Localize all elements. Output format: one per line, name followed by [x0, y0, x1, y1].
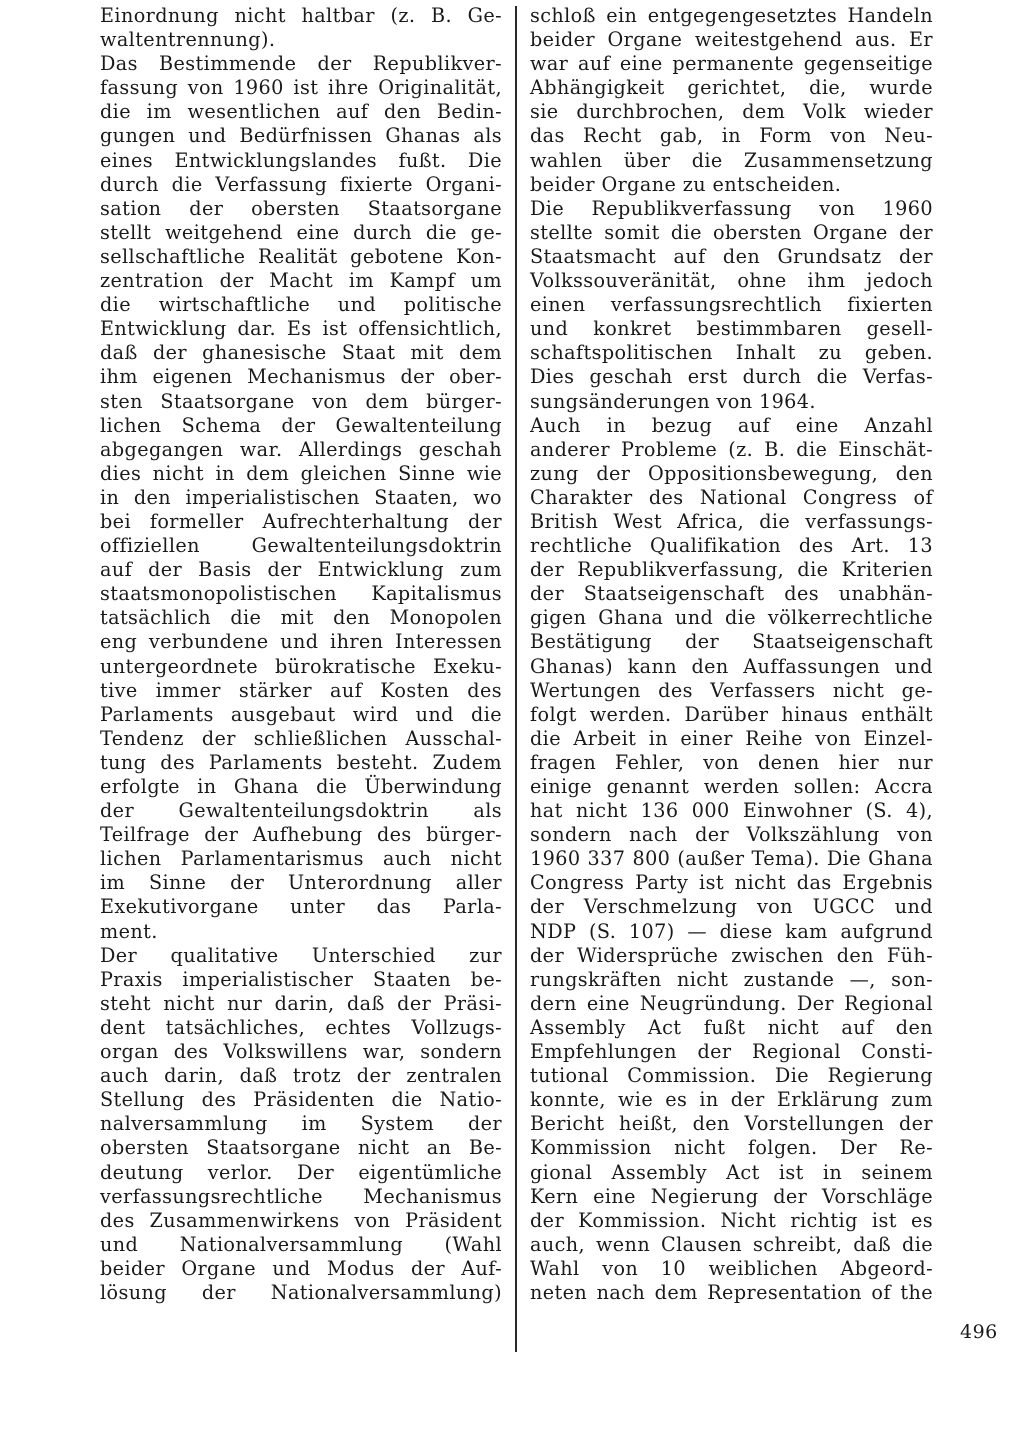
text-line: sungsänderungen von 1964. [530, 389, 816, 413]
text-line: die im wesentlichen auf den Bedin- [100, 100, 502, 124]
text-line: Ghanas) kann den Auffassungen und [530, 654, 933, 678]
text-line: zung der Oppositionsbewegung, den [530, 461, 933, 485]
text-line: im Sinne der Unterordnung aller [100, 871, 502, 895]
text-line: war auf eine permanente gegenseitige [530, 52, 933, 76]
text-line: dent tatsächliches, echtes Vollzugs- [100, 1015, 502, 1039]
text-line: Dies geschah erst durch die Verfas- [530, 365, 933, 389]
text-line: auf der Basis der Entwicklung zum [100, 558, 502, 582]
text-line: wahlen über die Zusammensetzung [530, 148, 933, 172]
text-line: fassung von 1960 ist ihre Originalität, [100, 76, 502, 100]
text-line: beider Organe und Modus der Auf- [100, 1256, 502, 1280]
text-line: Die Republikverfassung von 1960 [530, 196, 933, 220]
text-line: Tendenz der schließlichen Ausschal- [100, 726, 502, 750]
text-line: Assembly Act fußt nicht auf den [530, 1015, 933, 1039]
text-column-left [100, 4, 502, 1305]
text-line: fragen Fehler, von denen hier nur [530, 750, 933, 774]
text-line: in den imperialistischen Staaten, wo [100, 485, 502, 509]
text-line: Kommission nicht folgen. Der Re- [530, 1136, 933, 1160]
text-line: steht nicht nur darin, daß der Präsi- [100, 991, 502, 1015]
text-line: British West Africa, die verfassungs- [530, 509, 933, 533]
text-line: die Arbeit in einer Reihe von Einzel- [530, 726, 933, 750]
text-line: sellschaftliche Realität gebotene Kon- [100, 244, 502, 268]
text-line: Kern eine Negierung der Vorschläge [530, 1184, 933, 1208]
text-line: eng verbundene und ihren Interessen [100, 630, 502, 654]
text-line: Volkssouveränität, ohne ihm jedoch [530, 269, 933, 293]
text-line: Exekutivorgane unter das Parla- [100, 895, 502, 919]
text-line: die wirtschaftliche und politische [100, 293, 502, 317]
text-line: sten Staatsorgane von dem bürger- [100, 389, 502, 413]
text-line: obersten Staatsorgane nicht an Be- [100, 1136, 502, 1160]
text-line: durch die Verfassung fixierte Organi- [100, 172, 502, 196]
text-line: Bericht heißt, den Vorstellungen der [530, 1112, 933, 1136]
text-line: Einordnung nicht haltbar (z. B. Ge- [100, 4, 502, 27]
text-line: hat nicht 136 000 Einwohner (S. 4), [530, 799, 933, 823]
text-line: konnte, wie es in der Erklärung zum [530, 1088, 933, 1112]
text-line: des Zusammenwirkens von Präsident [100, 1208, 502, 1232]
text-line: stellt weitgehend eine durch die ge- [100, 220, 502, 244]
text-line: untergeordnete bürokratische Exeku- [100, 654, 502, 678]
text-line: waltentrennung). [100, 28, 276, 52]
text-line: eines Entwicklungslandes fußt. Die [100, 148, 502, 172]
text-line: der Widersprüche zwischen den Füh- [530, 943, 933, 967]
text-line: tutional Commission. Die Regierung [530, 1064, 933, 1088]
text-line: beider Organe weitestgehend aus. Er [530, 28, 933, 52]
text-line: Wertungen des Verfassers nicht ge- [530, 678, 933, 702]
text-line: einen verfassungsrechtlich fixierten [530, 293, 933, 317]
text-line: und Nationalversammlung (Wahl [100, 1232, 502, 1256]
text-line: Der qualitative Unterschied zur [100, 943, 502, 967]
text-line: lichen Schema der Gewaltenteilung [100, 413, 502, 437]
page-number: 496 [960, 1321, 998, 1343]
text-line: 1960 337 800 (außer Tema). Die Ghana [530, 847, 933, 871]
text-line: rungskräften nicht zustande —, son- [530, 967, 933, 991]
text-line: abgegangen war. Allerdings geschah [100, 437, 502, 461]
text-line: Abhängigkeit gerichtet, die, wurde [530, 76, 933, 100]
text-line: nalversammlung im System der [100, 1112, 502, 1136]
text-line: Entwicklung dar. Es ist offensichtlich, [100, 317, 502, 341]
text-line: Teilfrage der Aufhebung des bürger- [100, 823, 502, 847]
text-line: organ des Volkswillens war, sondern [100, 1040, 502, 1064]
text-line: verfassungsrechtliche Mechanismus [100, 1184, 502, 1208]
text-line: sie durchbrochen, dem Volk wieder [530, 100, 933, 124]
text-line: Empfehlungen der Regional Consti- [530, 1040, 933, 1064]
text-line: schaftspolitischen Inhalt zu geben. [530, 341, 933, 365]
text-line: der Verschmelzung von UGCC und [530, 895, 933, 919]
text-line: der Kommission. Nicht richtig ist es [530, 1208, 933, 1232]
text-line: Praxis imperialistischer Staaten be- [100, 967, 502, 991]
text-line: anderer Probleme (z. B. die Einschät- [530, 437, 933, 461]
text-column-right [530, 4, 933, 1305]
text-line: Staatsmacht auf den Grundsatz der [530, 244, 933, 268]
text-line: neten nach dem Representation of the [530, 1280, 933, 1304]
text-line: gigen Ghana und die völkerrechtliche [530, 606, 933, 630]
text-line: erfolgte in Ghana die Überwindung [100, 775, 502, 798]
text-line: lichen Parlamentarismus auch nicht [100, 847, 502, 871]
text-line: gungen und Bedürfnissen Ghanas als [100, 124, 502, 148]
text-line: NDP (S. 107) — diese kam aufgrund [530, 919, 933, 943]
text-line: folgt werden. Darüber hinaus enthält [530, 702, 933, 726]
text-line: offiziellen Gewaltenteilungsdoktrin [100, 534, 502, 558]
text-line: rechtliche Qualifikation des Art. 13 [530, 534, 933, 558]
column-divider [515, 6, 517, 1352]
text-line: lösung der Nationalversammlung) [100, 1280, 502, 1304]
text-line: beider Organe zu entscheiden. [530, 172, 842, 196]
text-line: Congress Party ist nicht das Ergebnis [530, 871, 933, 895]
text-line: Bestätigung der Staatseigenschaft [530, 630, 933, 654]
text-line: staatsmonopolistischen Kapitalismus [100, 582, 502, 606]
text-line: stellte somit die obersten Organe der [530, 220, 933, 244]
text-line: der Republikverfassung, die Kriterien [530, 558, 933, 582]
text-line: dies nicht in dem gleichen Sinne wie [100, 461, 502, 485]
text-line: der Gewaltenteilungsdoktrin als [100, 799, 502, 823]
text-line: das Recht gab, in Form von Neu- [530, 124, 933, 148]
text-line: Wahl von 10 weiblichen Abgeord- [530, 1256, 933, 1280]
text-line: einige genannt werden sollen: Accra [530, 775, 933, 798]
text-line: Parlaments ausgebaut wird und die [100, 702, 502, 726]
text-line: sondern nach der Volkszählung von [530, 823, 933, 847]
text-line: und konkret bestimmbaren gesell- [530, 317, 933, 341]
text-line: deutung verlor. Der eigentümliche [100, 1160, 502, 1184]
text-line: zentration der Macht im Kampf um [100, 269, 502, 293]
text-line: auch, wenn Clausen schreibt, daß die [530, 1232, 933, 1256]
text-line: dern eine Neugründung. Der Regional [530, 991, 933, 1015]
text-line: der Staatseigenschaft des unabhän- [530, 582, 933, 606]
text-line: auch darin, daß trotz der zentralen [100, 1064, 502, 1088]
text-line: schloß ein entgegengesetztes Handeln [530, 4, 933, 27]
text-line: gional Assembly Act ist in seinem [530, 1160, 933, 1184]
text-line: tung des Parlaments besteht. Zudem [100, 750, 502, 774]
text-line: sation der obersten Staatsorgane [100, 196, 502, 220]
text-line: Charakter des National Congress of [530, 485, 933, 509]
text-line: daß der ghanesische Staat mit dem [100, 341, 502, 365]
text-line: tive immer stärker auf Kosten des [100, 678, 502, 702]
text-line: ihm eigenen Mechanismus der ober- [100, 365, 502, 389]
text-line: Stellung des Präsidenten die Natio- [100, 1088, 502, 1112]
text-line: tatsächlich die mit den Monopolen [100, 606, 502, 630]
text-line: ment. [100, 919, 158, 943]
text-line: Auch in bezug auf eine Anzahl [530, 413, 933, 437]
text-line: bei formeller Aufrechterhaltung der [100, 509, 502, 533]
text-line: Das Bestimmende der Republikver- [100, 52, 502, 76]
